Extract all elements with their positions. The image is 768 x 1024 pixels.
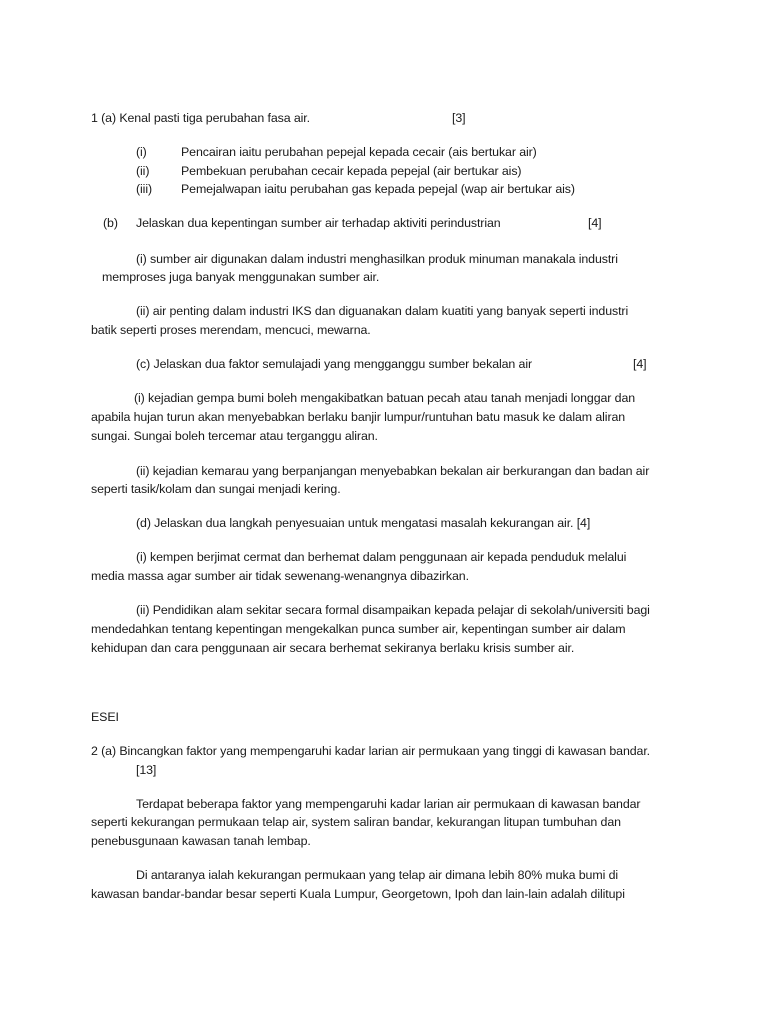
question-2a-marks: [13] [136,763,157,777]
list-item-number: (ii) [136,164,150,178]
answer-1d-i-cont: media massa agar sumber air tidak sewenang-wenangnya dibazirkan. [91,569,469,583]
question-2a: 2 (a) Bincangkan faktor yang mempengaruhi kadar larian air permukaan yang tinggi di kawasan bandar. [91,744,651,758]
question-1c-marks: [4] [633,357,647,371]
answer-1d-ii: (ii) Pendidikan alam sekitar secara formal disampaikan kepada pelajar di sekolah/universiti bagi [136,603,650,617]
answer-1d-i: (i) kempen berjimat cermat dan berhemat dalam penggunaan air kepada penduduk melalui [136,550,627,564]
answer-1b-i: (i) sumber air digunakan dalam industri menghasilkan produk minuman manakala industri [136,252,618,266]
question-1a: 1 (a) Kenal pasti tiga perubahan fasa air. [91,111,310,125]
list-item-number: (i) [136,145,147,159]
question-1b-marks: [4] [588,216,602,230]
answer-1c-i-cont: sungai. Sungai boleh tercemar atau terganggu aliran. [91,429,378,443]
list-item: Pembekuan perubahan cecair kepada pepejal (air bertukar ais) [181,164,522,178]
answer-1b-ii-cont: batik seperti proses merendam, mencuci, mewarna. [91,323,371,337]
essay-paragraph-1: Terdapat beberapa faktor yang mempengaruhi kadar larian air permukaan di kawasan bandar [136,797,641,811]
answer-1c-ii-cont: seperti tasik/kolam dan sungai menjadi kering. [91,482,341,496]
question-1c: (c) Jelaskan dua faktor semulajadi yang mengganggu sumber bekalan air [136,357,533,371]
answer-1d-ii-cont: mendedahkan tentang kepentingan mengekalkan punca sumber air, kepentingan sumber air dalam [91,622,626,636]
question-1a-marks: [3] [452,111,466,125]
essay-paragraph-2-cont: kawasan bandar-bandar besar seperti Kuala Lumpur, Georgetown, Ipoh dan lain-lain adalah dilitupi [91,887,625,901]
essay-paragraph-1-cont: penebusgunaan kawasan tanah lembap. [91,834,311,848]
question-1b: Jelaskan dua kepentingan sumber air terhadap aktiviti perindustrian [136,216,501,230]
answer-1d-ii-cont: kehidupan dan cara penggunaan air secara berhemat sekiranya berlaku krisis sumber air. [91,641,575,655]
list-item: Pencairan iaitu perubahan pepejal kepada cecair (ais bertukar air) [181,145,537,159]
list-item-number: (iii) [136,182,153,196]
answer-1b-i-cont: memproses juga banyak menggunakan sumber air. [102,270,380,284]
answer-1c-i-cont: apabila hujan turun akan menyebabkan berlaku banjir lumpur/runtuhan batu masuk ke dalam aliran [91,410,626,424]
list-item: Pemejalwapan iaitu perubahan gas kepada pepejal (wap air bertukar ais) [181,182,575,196]
essay-paragraph-2: Di antaranya ialah kekurangan permukaan yang telap air dimana lebih 80% muka bumi di [136,868,619,882]
essay-paragraph-1-cont: seperti kekurangan permukaan telap air, system saliran bandar, kekurangan litupan tumbuhan dan [91,815,621,829]
question-1b-label: (b) [103,216,118,230]
section-heading: ESEI [91,710,119,724]
answer-1b-ii: (ii) air penting dalam industri IKS dan diguanakan dalam kuatiti yang banyak seperti industri [136,304,629,318]
answer-1c-i: (i) kejadian gempa bumi boleh mengakibatkan batuan pecah atau tanah menjadi longgar dan [134,391,636,405]
question-1d: (d) Jelaskan dua langkah penyesuaian untuk mengatasi masalah kekurangan air. [4] [136,516,591,530]
answer-1c-ii: (ii) kejadian kemarau yang berpanjangan menyebabkan bekalan air berkurangan dan badan air [136,464,650,478]
